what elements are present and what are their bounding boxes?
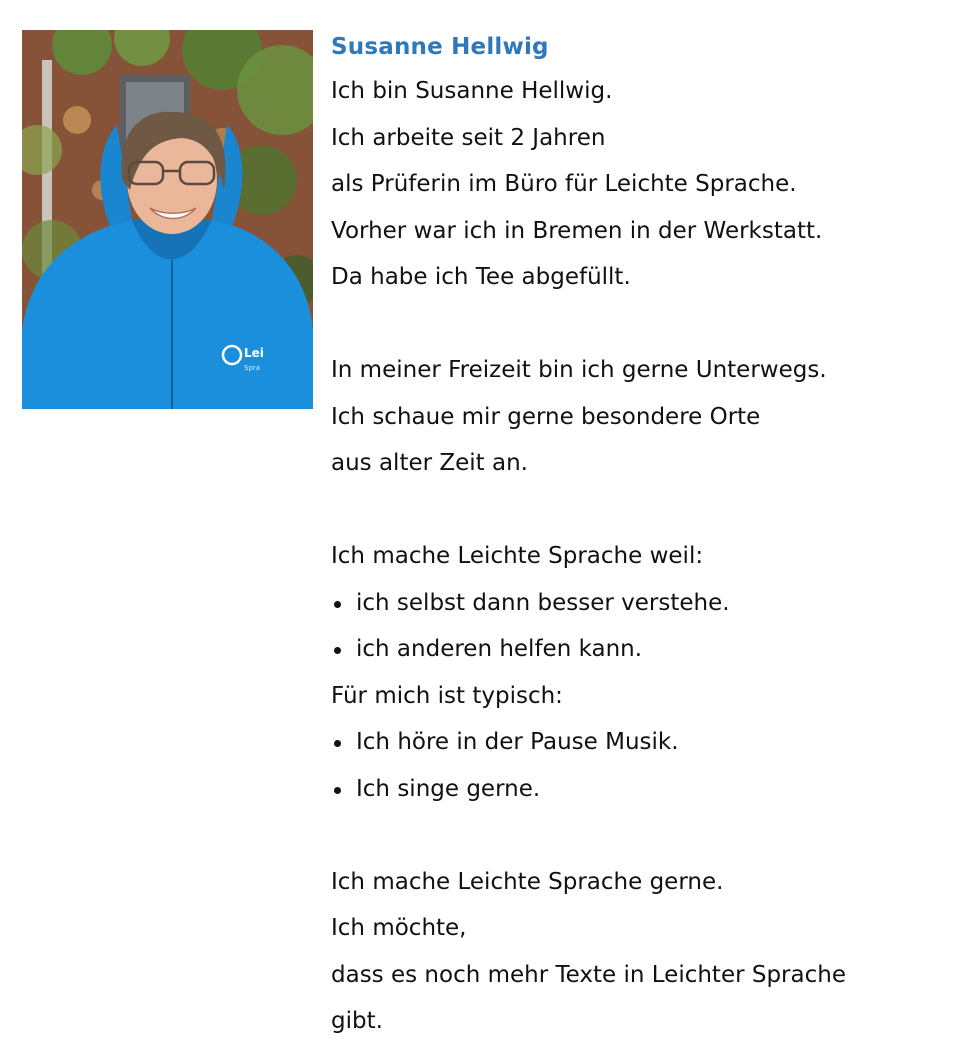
freizeit-line: In meiner Freizeit bin ich gerne Unterwegs. (331, 357, 827, 383)
closing-line: dass es noch mehr Texte in Leichter Sprache (331, 961, 846, 988)
paragraph-spacer (331, 812, 951, 859)
hoodie-logo-text: Lei (244, 346, 264, 360)
list-item (331, 766, 951, 813)
profile-text-block (331, 28, 951, 1045)
paragraph-spacer (331, 487, 951, 534)
intro-line: Ich bin Susanne Hellwig. (331, 78, 613, 104)
bullet-icon (334, 601, 341, 608)
list-item (331, 626, 951, 673)
list-item (331, 580, 951, 627)
closing-line: Ich möchte, (331, 915, 467, 941)
freizeit-line: aus alter Zeit an. (331, 450, 528, 476)
list-item-text: ich selbst dann besser verstehe. (356, 589, 730, 616)
person-name: Susanne Hellwig (331, 34, 549, 60)
list-item (331, 719, 951, 766)
intro-line: Vorher war ich in Bremen in der Werkstatt. (331, 217, 823, 244)
why-list (331, 580, 951, 673)
list-item-text: ich anderen helfen kann. (356, 636, 643, 662)
bullet-icon (334, 787, 341, 794)
freizeit-line: Ich schaue mir gerne besondere Orte (331, 403, 761, 430)
intro-line: Ich arbeite seit 2 Jahren (331, 124, 606, 151)
closing-line: Ich mache Leichte Sprache gerne. (331, 868, 724, 895)
why-heading: Ich mache Leichte Sprache weil: (331, 543, 704, 569)
hoodie-logo-subtext: Spra (244, 364, 261, 372)
paragraph-spacer (331, 301, 951, 348)
typical-list (331, 719, 951, 812)
bullet-icon (334, 740, 341, 747)
list-item-text: Ich singe gerne. (356, 775, 541, 802)
intro-line: als Prüferin im Büro für Leichte Sprache. (331, 171, 797, 197)
list-item-text: Ich höre in der Pause Musik. (356, 729, 679, 755)
profile-photo (22, 30, 313, 409)
closing-line: gibt. (331, 1008, 383, 1034)
typical-heading: Für mich ist typisch: (331, 682, 563, 709)
intro-line: Da habe ich Tee abgefüllt. (331, 264, 631, 290)
bullet-icon (334, 647, 341, 654)
